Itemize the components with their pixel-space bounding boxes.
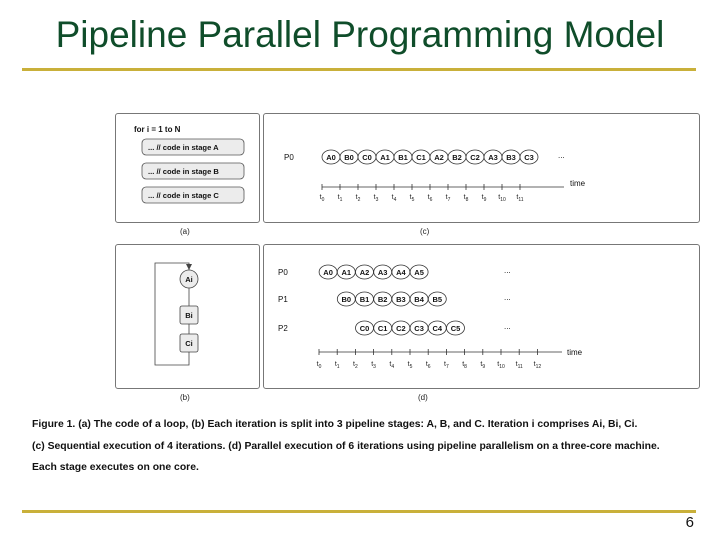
time-tick-label: $t_4$: [391, 194, 397, 203]
iteration-stage-label: C1: [416, 153, 426, 162]
iteration-stage-label: A2: [359, 268, 370, 277]
time-tick-label: $t_5$: [409, 194, 415, 203]
time-tick-label: $t_{10}$: [498, 194, 506, 203]
ellipsis: ...: [504, 266, 511, 275]
panel-c-sequential: [263, 113, 700, 223]
time-tick-label: $t_{10}$: [497, 361, 505, 370]
parallel-execution-diagram: [264, 245, 699, 388]
panel-a-loop-code: [115, 113, 260, 223]
iteration-stage-label: C3: [524, 153, 534, 162]
time-axis-label: time: [567, 348, 583, 357]
iteration-stage-label: B0: [341, 295, 352, 304]
iteration-stage-label: C1: [377, 324, 388, 333]
time-tick-label: $t_{11}$: [516, 194, 524, 203]
stage-label: Bi: [185, 311, 193, 320]
iteration-stage-label: C5: [450, 324, 461, 333]
iteration-stage-label: B2: [377, 295, 388, 304]
time-tick-label: $t_8$: [463, 194, 469, 203]
processor-label: P2: [278, 324, 288, 333]
time-tick-label: $t_6$: [427, 194, 433, 203]
iteration-stage-label: A1: [341, 268, 352, 277]
time-tick-label: $t_{11}$: [515, 361, 523, 370]
time-tick-label: $t_7$: [445, 194, 451, 203]
stage-code-text: ... // code in stage C: [148, 191, 219, 200]
time-tick-label: $t_1$: [337, 194, 343, 203]
iteration-stage-label: B1: [398, 153, 408, 162]
iteration-stage-label: A5: [414, 268, 424, 277]
title-divider: [22, 68, 696, 71]
time-tick-label: $t_8$: [462, 361, 467, 370]
iteration-stage-label: B1: [359, 295, 370, 304]
panel-d-label: (d): [418, 393, 428, 402]
iteration-stage-label: B2: [452, 153, 462, 162]
processor-label: P1: [278, 295, 288, 304]
stage-code-text: ... // code in stage B: [148, 167, 219, 176]
time-tick-label: $t_{12}$: [533, 361, 542, 370]
ellipsis: ...: [558, 151, 565, 160]
time-tick-label: $t_0$: [319, 194, 325, 203]
iteration-stage-label: B0: [344, 153, 354, 162]
panel-b-stages: [115, 244, 260, 389]
time-tick-label: $t_6$: [425, 361, 431, 370]
time-tick-label: $t_4$: [389, 361, 395, 370]
iteration-stage-label: A1: [380, 153, 390, 162]
iteration-stage-label: C0: [362, 153, 372, 162]
panel-c-label: (c): [420, 227, 430, 236]
panel-d-parallel: [263, 244, 700, 389]
caption-line: Each stage executes on one core.: [32, 462, 199, 473]
iteration-stage-label: C2: [396, 324, 406, 333]
iteration-stage-label: C3: [414, 324, 424, 333]
footer-divider: [22, 510, 696, 513]
time-tick-label: $t_9$: [481, 194, 487, 203]
iteration-stage-label: A3: [488, 153, 498, 162]
iteration-stage-label: A3: [377, 268, 388, 277]
iteration-stage-label: C0: [359, 324, 370, 333]
stage-code-text: ... // code in stage A: [148, 143, 219, 152]
sequential-execution-diagram: [264, 114, 699, 222]
arrow-head: [186, 264, 192, 270]
iteration-stage-label: A0: [323, 268, 333, 277]
time-tick-label: $t_0$: [316, 361, 322, 370]
ellipsis: ...: [504, 322, 511, 331]
iteration-stage-label: B3: [506, 153, 516, 162]
processor-label: P0: [284, 153, 294, 162]
time-tick-label: $t_7$: [444, 361, 449, 370]
page-number: 6: [685, 514, 694, 531]
time-tick-label: $t_2$: [355, 194, 361, 203]
time-axis-label: time: [570, 179, 586, 188]
time-tick-label: $t_5$: [407, 361, 413, 370]
iteration-stage-label: B3: [396, 295, 406, 304]
iteration-stage-label: C2: [470, 153, 480, 162]
figure-caption: [32, 414, 697, 479]
processor-label: P0: [278, 268, 288, 277]
time-tick-label: $t_3$: [371, 361, 376, 370]
loop-code-diagram: [116, 114, 259, 222]
stage-label: Ci: [185, 339, 193, 348]
time-tick-label: $t_3$: [373, 194, 379, 203]
iteration-stage-label: B4: [414, 295, 424, 304]
ellipsis: ...: [504, 293, 511, 302]
caption-line: (c) Sequential execution of 4 iterations. (d) Parallel execution of 6 iterations using pipeline parallelism on a three-core machine.: [32, 440, 660, 452]
pipeline-stages-diagram: [116, 245, 259, 388]
iteration-stage-label: A2: [434, 153, 444, 162]
panel-a-label: (a): [180, 227, 190, 236]
panel-b-label: (b): [180, 393, 190, 402]
iteration-stage-label: A4: [396, 268, 406, 277]
time-tick-label: $t_9$: [480, 361, 486, 370]
slide-title: Pipeline Parallel Programming Model: [55, 14, 665, 55]
caption-line: Figure 1. (a) The code of a loop, (b) Each iteration is split into 3 pipeline stages: A, B, and C. Iteration i comprises Ai, Bi, Ci.: [32, 419, 638, 430]
loop-header: for i = 1 to N: [134, 125, 181, 134]
stage-label: Ai: [185, 275, 193, 284]
iteration-stage-label: C4: [432, 324, 443, 333]
iteration-stage-label: B5: [432, 295, 443, 304]
time-tick-label: $t_1$: [334, 361, 340, 370]
iteration-stage-label: A0: [326, 153, 336, 162]
time-tick-label: $t_2$: [353, 361, 358, 370]
